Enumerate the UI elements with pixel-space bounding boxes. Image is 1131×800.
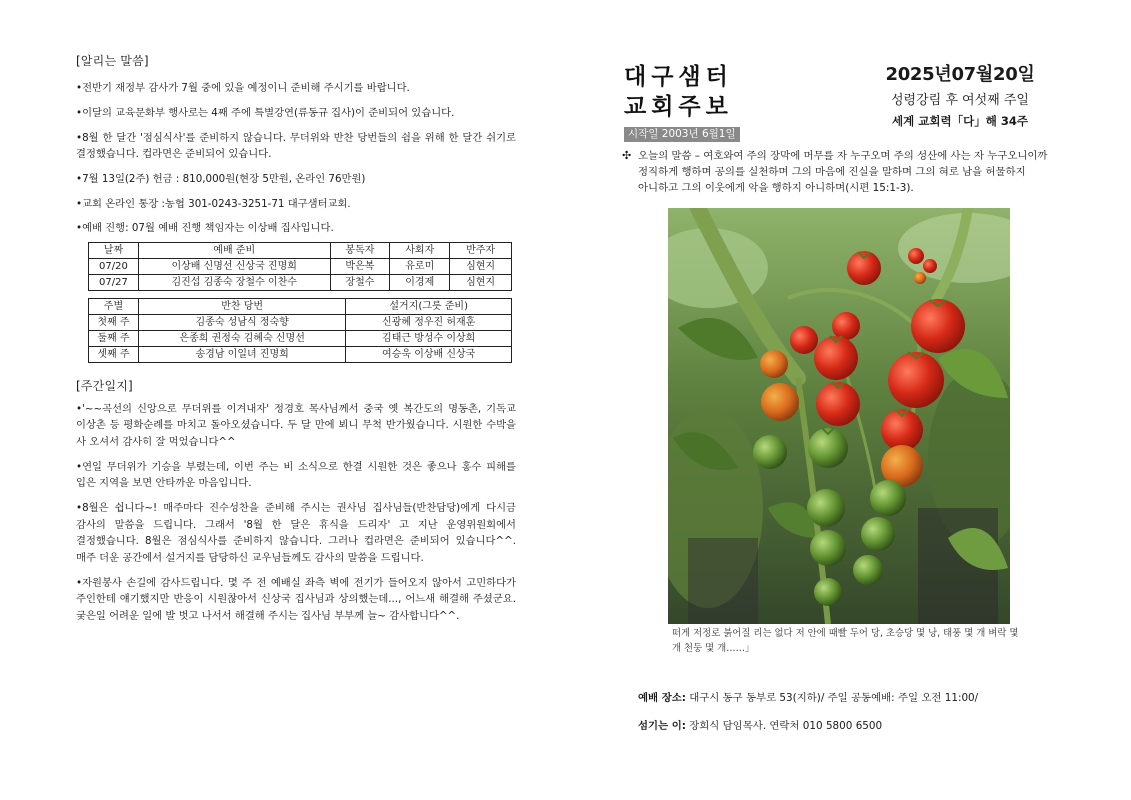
todays-verse [622, 148, 1052, 196]
photo-caption: 떠게 저정로 붉어질 리는 없다 저 안에 때빨 두어 당, 초승당 몇 낭, 태풍 몇 개 벼락 몇 개 천둥 몇 개……」 [672, 628, 1019, 655]
notice-item: •8월 한 달간 '점심식사'를 준비하지 않습니다. 무더위와 반찬 당번들의 쉼을 위해 한 달간 쉬기로 결정했습니다. 컵라면은 준비되어 있습니다. [76, 131, 516, 161]
table-row [89, 315, 512, 331]
table-cell: 장철수 [330, 275, 390, 291]
table-cell: 박은복 [330, 259, 390, 275]
worship-place-value: 대구시 동구 동부로 53(지하)/ 주일 공동예배: 주일 오전 11:00/ [685, 692, 979, 704]
table-cell: 신광혜 정우진 허재훈 [346, 315, 512, 331]
pastor-label: 섬기는 이: [638, 720, 686, 732]
masthead-title-line2: 교회주보 [624, 93, 733, 120]
masthead [624, 62, 752, 142]
table-cell: 셋째 주 [89, 347, 139, 363]
notice-item: •7월 13일(2주) 헌금 : 810,000원(현장 5만원, 온라인 76만원) [76, 173, 366, 186]
pastor-value: 장희식 담임목사. 연락처 010 5800 6500 [685, 720, 883, 732]
table-cell: 07/20 [89, 259, 139, 275]
table-cell: 심현지 [450, 275, 512, 291]
table-cell: 첫째 주 [89, 315, 139, 331]
since-badge: 시작일 2003년 6월1일 [624, 127, 740, 142]
table-cell: 송경남 이일녀 진명희 [138, 347, 346, 363]
worship-place-label: 예배 장소: [638, 692, 686, 704]
table-cell: 여승욱 이상배 신상국 [346, 347, 512, 363]
bulletin-date: 2025년07월20일 [885, 64, 1035, 85]
notice-item: •전반기 재정부 감사가 7월 중에 있을 예정이니 준비해 주시기를 바랍니다. [76, 82, 410, 95]
duty-schedule-table [88, 298, 512, 363]
table-row [89, 347, 512, 363]
table-header: 사회자 [390, 243, 450, 259]
worship-place [638, 690, 1078, 706]
table-header: 주별 [89, 299, 139, 315]
table-header-row [89, 299, 512, 315]
weekly-item: •자원봉사 손길에 감사드립니다. 몇 주 전 예배실 좌측 벽에 전기가 들어오지 않아서 고민하다가 주인한테 얘기했지만 반응이 시원찮아서 신상국 집사님과 상의했는데..., 어느새 해결해 주셨군요. 궂은일 어려운 일에 발 벗고 나서서 해결해 주시는 집사님 부부께 늘~ 감사합니다^^. [76, 576, 516, 622]
notices-heading: [알리는 말씀] [76, 54, 149, 68]
table-header: 반주자 [450, 243, 512, 259]
table-header: 봉독자 [330, 243, 390, 259]
verse-text: 오늘의 말씀 – 여호와여 주의 장막에 머무를 자 누구오며 주의 성산에 사는 자 누구오니이까 정직하게 행하며 공의를 실천하며 그의 마음에 진실을 말하며 그의 혀로 남을 허물하지 아니하고 그의 이웃에게 악을 행하지 아니하며(시편 15:1-3). [638, 150, 1048, 195]
table-header: 예배 준비 [138, 243, 330, 259]
table-cell: 유로미 [390, 259, 450, 275]
weekly-item: •'~~곡선의 신앙으로 무더위를 이겨내자' 정경호 목사님께서 중국 옛 복간도의 명동촌, 기독교 이상촌 등 평화순례를 마치고 돌아오셨습니다. 두 달 만에 뵈니 무척 반가웠습니다. 시원한 수박을 사 오셔서 감사히 잘 먹었습니다^^ [76, 402, 516, 448]
tomato-photo [668, 208, 1010, 624]
table-cell: 심현지 [450, 259, 512, 275]
table-header: 날짜 [89, 243, 139, 259]
table-cell: 둘째 주 [89, 331, 139, 347]
date-block [860, 62, 1060, 129]
weekly-heading: [주간일지] [76, 379, 133, 394]
liturgical-sunday: 성령강림 후 여섯째 주일 [891, 93, 1029, 108]
tomato-vine-illustration [668, 208, 1010, 624]
table-cell: 김진섭 김종숙 장철수 이찬수 [138, 275, 330, 291]
notice-item: •예배 진행: 07월 예배 진행 책임자는 이상배 집사입니다. [76, 222, 334, 235]
table-cell: 은종희 권정숙 김혜숙 신명선 [138, 331, 346, 347]
table-cell: 김종숙 성남식 정숙향 [138, 315, 346, 331]
worship-schedule-table [88, 242, 512, 291]
table-row [89, 275, 512, 291]
left-page [76, 52, 516, 633]
weekly-item: •8월은 쉽니다~! 매주마다 진수성찬을 준비해 주시는 권사님 집사님들(반찬담당)에게 다시금 감사의 말씀을 드립니다. 그래서 '8월 한 달은 휴식을 드리자' 고 지난 운영위원회에서 결정했습니다. 8월은 점심식사를 준비하지 않습니다. 그러나 컵라면은 준비되어 있습니다^^. 매주 더운 공간에서 설거지를 담당하신 교우님들께도 감사의 말씀을 드립니다. [76, 501, 516, 564]
table-row [89, 331, 512, 347]
notice-item: •교회 온라인 통장 :농협 301-0243-3251-71 대구샘터교회. [76, 197, 351, 210]
church-calendar: 세계 교회력「다」해 34주 [892, 114, 1028, 128]
table-cell: 07/27 [89, 275, 139, 291]
table-cell: 김태근 방성수 이상희 [346, 331, 512, 347]
notice-item: •이달의 교육문화부 행사로는 4째 주에 특별강연(류동규 집사)이 준비되어 있습니다. [76, 107, 455, 120]
cross-icon: ✣ [622, 149, 632, 162]
table-cell: 이상배 신명선 신상국 진명희 [138, 259, 330, 275]
table-cell: 이경제 [390, 275, 450, 291]
table-header: 반찬 당번 [138, 299, 346, 315]
table-row [89, 259, 512, 275]
table-header: 설거지(그릇 준비) [346, 299, 512, 315]
masthead-title-line1: 대구샘터 [624, 63, 733, 90]
weekly-item: •연일 무더위가 기승을 부렸는데, 이번 주는 비 소식으로 한결 시원한 것은 좋으나 홍수 피해를 입은 지역을 보면 안타까운 마음입니다. [76, 460, 516, 490]
church-info [638, 690, 1078, 746]
pastor-contact [638, 718, 1078, 734]
table-header-row [89, 243, 512, 259]
